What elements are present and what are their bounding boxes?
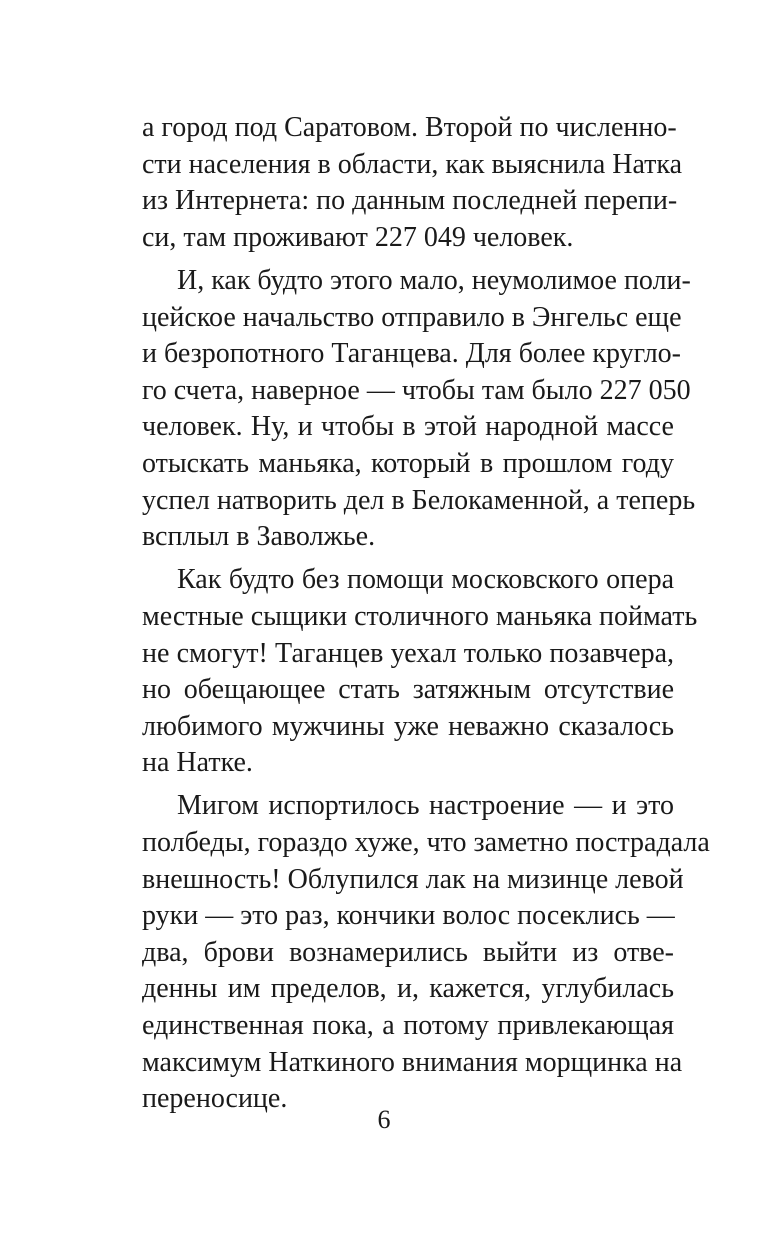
body-text (142, 110, 710, 1118)
page-number: 6 (377, 1105, 391, 1134)
text-line: отыскать маньяка, который в прошлом году (142, 447, 674, 479)
text-line: любимого мужчины уже неважно сказалось (142, 710, 674, 742)
text-line: на Натке. (142, 747, 253, 779)
text-line: руки — это раз, кончики волос посеклись — (142, 900, 675, 932)
text-line: не смогут! Таганцев уехал только позавчера, (142, 637, 674, 669)
paragraph-gap (142, 782, 674, 789)
text-line: сти населения в области, как выяснила Натка (142, 148, 683, 180)
text-line: го счета, наверное — чтобы там было 227 050 (142, 374, 691, 406)
paragraph-1 (142, 110, 683, 256)
text-line: два, брови вознамерились выйти из отве- (142, 936, 674, 968)
paragraph-2 (142, 263, 696, 556)
text-line: а город под Саратовом. Второй по численно- (142, 112, 677, 143)
text-line: Мигом испортилось настроение — и это (177, 790, 674, 822)
text-line: внешность! Облупился лак на мизинце левой (142, 863, 684, 895)
text-line: И, как будто этого мало, неумолимое поли- (177, 264, 691, 296)
text-line: успел натворить дел в Белокаменной, а теперь (142, 484, 696, 516)
paragraph-3 (142, 562, 698, 782)
text-line: единственная пока, а потому привлекающая (142, 1010, 674, 1042)
text-line: местные сыщики столичного маньяка поймать (142, 600, 698, 632)
text-line: из Интернета: по данным последней перепи- (142, 185, 678, 217)
paragraph-gap (142, 256, 674, 263)
text-line: си, там проживают 227 049 человек. (142, 221, 574, 253)
text-line: но обещающее стать затяжным отсутствие (142, 674, 674, 706)
paragraph-4 (142, 788, 710, 1117)
text-line: человек. Ну, и чтобы в этой народной массе (142, 411, 674, 443)
text-line: переносице. (142, 1083, 288, 1115)
text-line: всплыл в Заволжье. (142, 521, 376, 553)
text-line: цейское начальство отправило в Энгельс еще (142, 301, 682, 333)
text-line: полбеды, гораздо хуже, что заметно пострадала (142, 827, 710, 859)
text-line: Как будто без помощи московского опера (177, 564, 674, 596)
paragraph-gap (142, 556, 674, 563)
text-line: максимум Наткиного внимания морщинка на (142, 1046, 683, 1078)
text-line: и безропотного Таганцева. Для более кругло- (142, 338, 681, 370)
text-line: денны им пределов, и, кажется, углубилась (142, 973, 674, 1005)
